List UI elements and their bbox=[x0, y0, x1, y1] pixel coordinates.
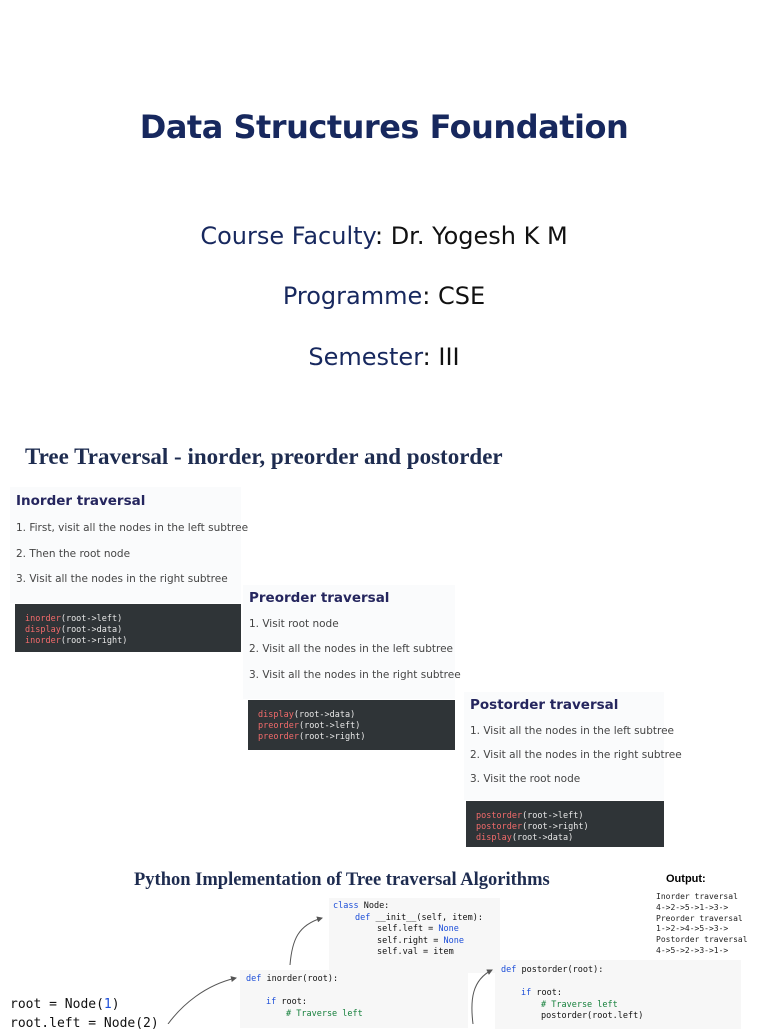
semester-label: Semester bbox=[308, 343, 423, 371]
code-text: Node: bbox=[358, 901, 390, 911]
code-text: root = Node( bbox=[10, 997, 104, 1012]
code-fn: display bbox=[258, 710, 294, 720]
section-title: Tree Traversal - inorder, preorder and postorder bbox=[25, 444, 503, 469]
code-arg: (root->left) bbox=[522, 811, 584, 821]
output-line: 4->5->2->3->1-> bbox=[656, 945, 729, 955]
code-fn: postorder bbox=[476, 822, 523, 832]
postorder-heading: Postorder traversal bbox=[470, 697, 619, 713]
code-comment: # Traverse left bbox=[286, 1008, 363, 1019]
preorder-heading: Preorder traversal bbox=[249, 590, 390, 606]
code-comment: # Traverse left bbox=[541, 999, 618, 1010]
code-keyword: def bbox=[355, 912, 371, 923]
code-arg: (root->data) bbox=[511, 833, 574, 843]
faculty-label: Course Faculty bbox=[200, 222, 375, 250]
code-fn: postorder bbox=[476, 811, 523, 821]
code-arg: (root->right) bbox=[298, 732, 366, 742]
inorder-heading: Inorder traversal bbox=[16, 493, 146, 509]
output-line: Postorder traversal bbox=[656, 935, 748, 945]
code-keyword: if bbox=[266, 997, 277, 1007]
postorder-step: 2. Visit all the nodes in the right subtree bbox=[470, 749, 682, 761]
code-text: __init__(self, item): bbox=[370, 912, 483, 923]
code-text: self.val = item bbox=[377, 947, 454, 957]
inorder-step: 3. Visit all the nodes in the right subtree bbox=[16, 573, 228, 585]
code-text: ) bbox=[111, 997, 120, 1012]
preorder-step: 3. Visit all the nodes in the right subtree bbox=[249, 669, 461, 681]
code-arg: (root->data) bbox=[60, 625, 123, 635]
code-fn: preorder bbox=[258, 732, 299, 742]
output-line: 4->2->5->1->3-> bbox=[656, 902, 729, 912]
code-text: inorder(root): bbox=[261, 974, 339, 984]
output-line: 1->2->4->5->3-> bbox=[656, 924, 729, 934]
code-text: root.left = Node(2) bbox=[10, 1016, 159, 1031]
preorder-step: 2. Visit all the nodes in the left subtree bbox=[249, 643, 453, 655]
inorder-step: 2. Then the root node bbox=[16, 548, 131, 560]
code-keyword: None bbox=[443, 935, 465, 946]
code-text: postorder(root): bbox=[516, 965, 604, 975]
code-fn: preorder bbox=[258, 721, 299, 731]
code-text: postorder(root.left) bbox=[541, 1011, 644, 1021]
code-keyword: if bbox=[521, 988, 532, 998]
preorder-step: 1. Visit root node bbox=[249, 618, 339, 630]
code-fn: inorder bbox=[25, 636, 61, 646]
code-fn: inorder bbox=[25, 614, 61, 624]
code-text: root: bbox=[531, 988, 562, 998]
output-line: Inorder traversal bbox=[656, 892, 738, 901]
postorder-step: 3. Visit the root node bbox=[470, 773, 581, 785]
output-label: Output: bbox=[666, 873, 706, 885]
faculty-value: : Dr. Yogesh K M bbox=[374, 222, 568, 250]
code-arg: (root->left) bbox=[60, 614, 123, 624]
code-keyword: def bbox=[246, 974, 262, 984]
postorder-step: 1. Visit all the nodes in the left subtree bbox=[470, 725, 674, 737]
python-title: Python Implementation of Tree traversal Algorithms bbox=[134, 870, 550, 890]
inorder-step: 1. First, visit all the nodes in the left subtree bbox=[16, 522, 249, 534]
arrow-to-class bbox=[290, 918, 322, 965]
code-keyword: class bbox=[333, 901, 359, 911]
code-keyword: None bbox=[438, 924, 459, 934]
programme-value: : CSE bbox=[422, 282, 486, 310]
arrow-to-postorder bbox=[472, 970, 492, 1024]
code-arg: (root->left) bbox=[298, 721, 361, 731]
code-number: 1 bbox=[103, 997, 112, 1012]
programme-label: Programme bbox=[282, 282, 423, 310]
code-arg: (root->right) bbox=[522, 822, 589, 832]
code-text: self.right = bbox=[377, 935, 444, 946]
page-title: Data Structures Foundation bbox=[139, 108, 629, 146]
code-keyword: def bbox=[501, 965, 517, 975]
code-arg: (root->right) bbox=[60, 636, 128, 646]
code-fn: display bbox=[25, 625, 61, 635]
code-text: self.left = bbox=[377, 924, 439, 934]
output-line: Preorder traversal bbox=[656, 913, 743, 923]
code-fn: display bbox=[476, 833, 512, 843]
code-arg: (root->data) bbox=[293, 710, 356, 720]
semester-value: : III bbox=[422, 343, 460, 371]
code-text: root: bbox=[276, 997, 307, 1007]
arrow-to-inorder bbox=[168, 978, 236, 1024]
